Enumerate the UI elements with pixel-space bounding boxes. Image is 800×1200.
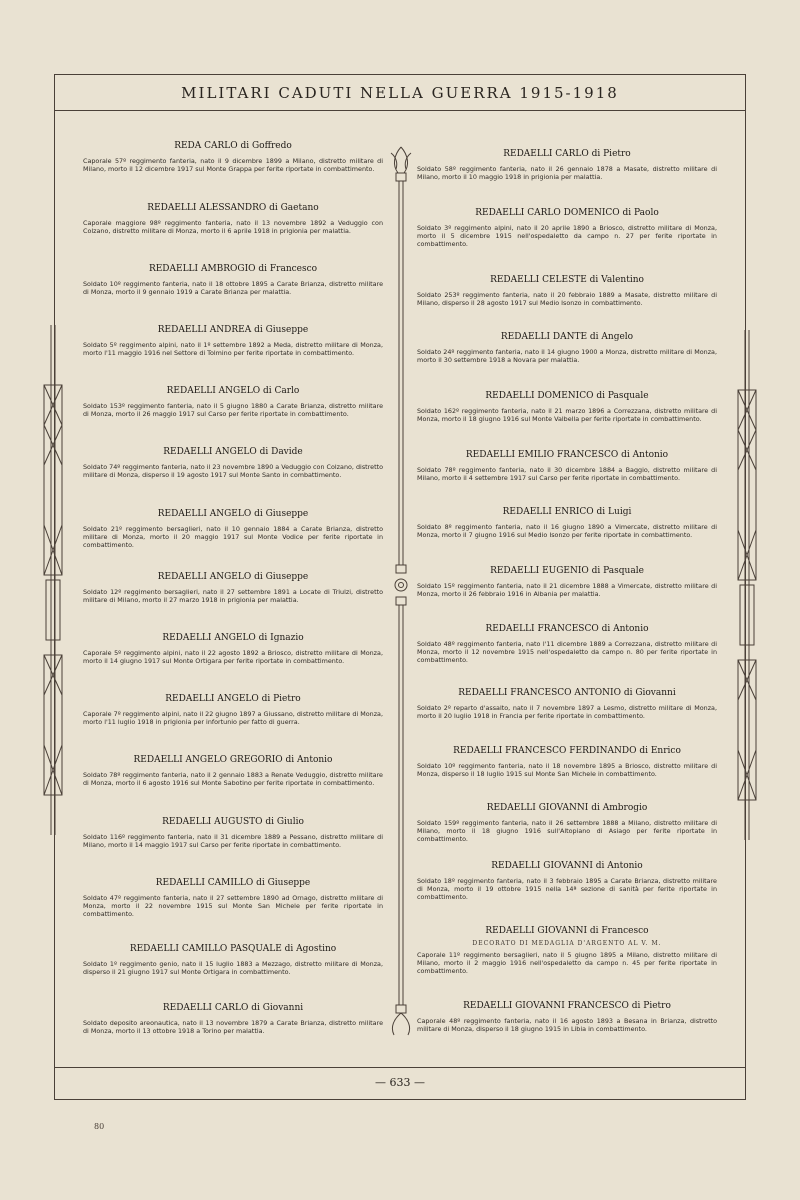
- footer-rule: [54, 1067, 746, 1068]
- entry-name: REDAELLI FRANCESCO FERDINANDO di Enrico: [453, 746, 681, 756]
- page-title: MILITARI CADUTI NELLA GUERRA 1915-1918: [181, 84, 619, 102]
- entry-text: Soldato 1º reggimento genio, nato il 15 luglio 1883 a Mezzago, distretto militare di Monza, disperso il 21 giugno 1917 sul Monte Ortigara in combattimento.: [83, 960, 383, 977]
- entry-text: Soldato 10º reggimento fanteria, nato il 18 ottobre 1895 a Carate Brianza, distretto militare di Monza, morto il 9 gennaio 1919 a Carate Brianza per malattia.: [83, 280, 383, 297]
- entry-name: REDAELLI DANTE di Angelo: [500, 332, 634, 342]
- entry-name: REDAELLI CAMILLO di Giuseppe: [155, 878, 311, 888]
- entry: [83, 141, 383, 173]
- entry-name: REDAELLI CELESTE di Valentino: [490, 275, 644, 285]
- entry: [83, 694, 383, 726]
- entry: [83, 264, 383, 296]
- entry-name: REDAELLI ANGELO di Giuseppe: [157, 509, 309, 519]
- entry: [417, 746, 717, 778]
- sheet-number: 80: [94, 1122, 105, 1131]
- central-column-ornament: [386, 145, 416, 1040]
- entry-text: Caporale 7º reggimento alpini, nato il 22 giugno 1897 a Giussano, distretto militare di Monza, morto l'11 luglio 1918 in prigionia per infortunio per fatto di guerra.: [83, 710, 383, 727]
- entry-text: Soldato 116º reggimento fanteria, nato il 31 dicembre 1889 a Pessano, distretto militare di Milano, morto il 14 maggio 1917 sul Carso per ferite riportate in combattimento.: [83, 833, 383, 850]
- entry: [83, 509, 383, 550]
- entry-name: REDAELLI AMBROGIO di Francesco: [148, 264, 318, 274]
- entry-name: REDAELLI ENRICO di Luigi: [502, 507, 632, 517]
- entry: [83, 755, 383, 787]
- entry: [417, 450, 717, 482]
- entry: [417, 507, 717, 539]
- entry-text: Soldato 2º reparto d'assalto, nato il 7 novembre 1897 a Lesmo, distretto militare di Monza, morto il 20 luglio 1918 in Francia per ferite riportate in combattimento.: [417, 704, 717, 721]
- entry: [417, 275, 717, 307]
- decoration-note: DECORATO DI MEDAGLIA D'ARGENTO AL V. M.: [472, 940, 662, 947]
- entry-text: Soldato 47º reggimento fanteria, nato il 27 settembre 1890 ad Ornago, distretto militare di Monza, morto il 22 novembre 1915 sul Monte San Michele per ferite riportate in combattimento.: [83, 894, 383, 919]
- entry: [417, 149, 717, 181]
- entry-name: REDAELLI CARLO di Pietro: [503, 149, 631, 159]
- entry-text: Soldato 74º reggimento fanteria, nato il 23 novembre 1890 a Veduggio con Colzano, distretto militare di Monza, disperso il 19 agosto 1917 sul Monte Santo in combattimento.: [83, 463, 383, 480]
- entry-text: Soldato 8º reggimento fanteria, nato il 16 giugno 1890 a Vimercate, distretto militare di Monza, morto il 7 giugno 1916 sul Medio Isonzo per ferite riportate in combattimento.: [417, 523, 717, 540]
- entry-name: REDAELLI FRANCESCO di Antonio: [485, 624, 649, 634]
- entry-name: REDA CARLO di Goffredo: [174, 141, 292, 151]
- entry: [417, 803, 717, 844]
- entry: [417, 332, 717, 364]
- entry-name: REDAELLI ANGELO di Carlo: [166, 386, 300, 396]
- entry-text: Soldato 24º reggimento fanteria, nato il 14 giugno 1900 a Monza, distretto militare di Monza, morto il 30 settembre 1918 a Novara per malattia.: [417, 348, 717, 365]
- page-number: — 633 —: [375, 1076, 425, 1089]
- entry-text: Caporale maggiore 98º reggimento fanteria, nato il 13 novembre 1892 a Veduggio con Colzano, distretto militare di Monza, morto il 6 aprile 1918 in prigionia per malattia.: [83, 219, 383, 236]
- entry: [417, 566, 717, 598]
- entry: [417, 1001, 717, 1033]
- entry-name: REDAELLI ANGELO GREGORIO di Antonio: [133, 755, 333, 765]
- entry-text: Caporale 57º reggimento fanteria, nato il 9 dicembre 1899 a Milano, distretto militare di Milano, morto il 12 dicembre 1917 sul Monte Grappa per ferite riportate in combattimento.: [83, 157, 383, 174]
- entry-name: REDAELLI AUGUSTO di Giulio: [162, 817, 304, 827]
- entry-name: REDAELLI DOMENICO di Pasquale: [485, 391, 649, 401]
- entry-name: REDAELLI ANGELO di Davide: [163, 447, 303, 457]
- entry: [83, 447, 383, 479]
- entry-text: Soldato 21º reggimento bersaglieri, nato il 10 gennaio 1884 a Carate Brianza, distretto militare di Monza, morto il 20 maggio 1917 sul Monte Vodice per ferite riportate in combattimento.: [83, 525, 383, 550]
- entry: [417, 688, 717, 720]
- entry-text: Soldato 153º reggimento fanteria, nato il 5 giugno 1880 a Carate Brianza, distretto militare di Monza, morto il 26 maggio 1917 sul Carso per ferite riportate in combattimento.: [83, 402, 383, 419]
- entry-text: Soldato 162º reggimento fanteria, nato il 21 marzo 1896 a Correzzana, distretto militare di Monza, morto il 18 giugno 1916 sul Monte Valbella per ferite riportate in combattimento.: [417, 407, 717, 424]
- header-rule: [54, 110, 746, 111]
- entry-name: REDAELLI CARLO di Giovanni: [162, 1003, 304, 1013]
- entry-name: REDAELLI GIOVANNI di Ambrogio: [486, 803, 648, 813]
- entry: [417, 861, 717, 902]
- entry-text: Soldato 12º reggimento bersaglieri, nato il 27 settembre 1891 a Locate di Triulzi, distretto militare di Milano, morto il 27 marzo 1918 in prigionia per malattia.: [83, 588, 383, 605]
- entry-text: Soldato 10º reggimento fanteria, nato il 18 novembre 1895 a Briosco, distretto militare di Monza, disperso il 18 luglio 1915 sul Monte San Michele in combattimento.: [417, 762, 717, 779]
- entry: [83, 633, 383, 665]
- entry-text: Soldato 18º reggimento fanteria, nato il 3 febbraio 1895 a Carate Brianza, distretto militare di Monza, morto il 19 ottobre 1915 nella 14ª sezione di sanità per ferite riportate in combattimento.: [417, 877, 717, 902]
- entry-name: REDAELLI CAMILLO PASQUALE di Agostino: [129, 944, 337, 954]
- entry-name: REDAELLI ANGELO di Pietro: [165, 694, 301, 704]
- entry-name: REDAELLI ANGELO di Ignazio: [162, 633, 304, 643]
- entry-name: REDAELLI EMILIO FRANCESCO di Antonio: [465, 450, 669, 460]
- entry-name: REDAELLI FRANCESCO ANTONIO di Giovanni: [458, 688, 676, 698]
- entry-text: Soldato 48º reggimento fanteria, nato l'11 dicembre 1889 a Correzzana, distretto militare di Monza, morto il 12 novembre 1915 nell'ospedaletto da campo n. 80 per ferite riportate in combattimento.: [417, 640, 717, 665]
- entry-text: Soldato 58º reggimento fanteria, nato il 26 gennaio 1878 a Masate, distretto militare di Milano, morto il 10 maggio 1918 in prigionia per malattia.: [417, 165, 717, 182]
- entry-name: REDAELLI ANGELO di Giuseppe: [157, 572, 309, 582]
- entry-text: Soldato 253º reggimento fanteria, nato il 20 febbraio 1889 a Masate, distretto militare di Milano, disperso il 28 agosto 1917 sul Medio Isonzo in combattimento.: [417, 291, 717, 308]
- entry: [417, 208, 717, 249]
- entry: [83, 325, 383, 357]
- entry-name: REDAELLI GIOVANNI di Antonio: [491, 861, 643, 871]
- entry: [83, 203, 383, 235]
- entry: [83, 572, 383, 604]
- entry-name: REDAELLI GIOVANNI FRANCESCO di Pietro: [463, 1001, 671, 1011]
- entry-text: Caporale 48º reggimento fanteria, nato il 16 agosto 1893 a Besana in Brianza, distretto militare di Monza, disperso il 18 giugno 1915 in Libia in combattimento.: [417, 1017, 717, 1034]
- entry: [83, 817, 383, 849]
- entry-text: Soldato deposito areonautica, nato il 13 novembre 1879 a Carate Brianza, distretto militare di Monza, morto il 13 ottobre 1918 a Torino per malattia.: [83, 1019, 383, 1036]
- entry-text: Soldato 159º reggimento fanteria, nato il 26 settembre 1888 a Milano, distretto militare di Milano, morto il 18 giugno 1916 sull'Altopiano di Asiago per ferite riportate in combattimento.: [417, 819, 717, 844]
- entry: [417, 926, 717, 976]
- entry: [83, 386, 383, 418]
- entry-name: REDAELLI ALESSANDRO di Gaetano: [147, 203, 319, 213]
- entry: [417, 391, 717, 423]
- right-side-ornament: [734, 330, 760, 840]
- entry-text: Soldato 78º reggimento fanteria, nato il 30 dicembre 1884 a Baggio, distretto militare di Milano, morto il 4 settembre 1917 sul Carso per ferite riportate in combattimento.: [417, 466, 717, 483]
- entry-text: Soldato 15º reggimento fanteria, nato il 21 dicembre 1888 a Vimercate, distretto militare di Monza, morto il 26 febbraio 1916 in Albania per malattia.: [417, 582, 717, 599]
- entry: [83, 944, 383, 976]
- entry-name: REDAELLI ANDREA di Giuseppe: [157, 325, 309, 335]
- entry: [83, 1003, 383, 1035]
- entry-text: Soldato 5º reggimento alpini, nato il 1º settembre 1892 a Meda, distretto militare di Monza, morto l'11 maggio 1916 nel Settore di Tolmino per ferite riportate in combattimento.: [83, 341, 383, 358]
- entry: [417, 624, 717, 665]
- entry-name: REDAELLI GIOVANNI di Francesco: [485, 926, 649, 936]
- left-side-ornament: [40, 325, 66, 835]
- entry-text: Caporale 5º reggimento alpini, nato il 22 agosto 1892 a Briosco, distretto militare di Monza, morto il 14 giugno 1917 sul Monte Ortigara per ferite riportate in combattimento.: [83, 649, 383, 666]
- entry-text: Soldato 3º reggimento alpini, nato il 20 aprile 1890 a Briosco, distretto militare di Monza, morto il 5 dicembre 1915 nell'ospedaletto da campo n. 27 per ferite riportate in combattimento.: [417, 224, 717, 249]
- entry-name: REDAELLI CARLO DOMENICO di Paolo: [475, 208, 659, 218]
- entry-text: Caporale 11º reggimento bersaglieri, nato il 5 giugno 1895 a Milano, distretto militare di Milano, morto il 2 maggio 1916 nell'ospedaletto da campo n. 45 per ferite riportate in combattimento.: [417, 951, 717, 976]
- entry: [83, 878, 383, 919]
- entry-name: REDAELLI EUGENIO di Pasquale: [490, 566, 644, 576]
- entry-text: Soldato 78º reggimento fanteria, nato il 2 gennaio 1883 a Renate Veduggio, distretto militare di Monza, morto il 6 agosto 1916 sul Monte Sabotino per ferite riportate in combattimento.: [83, 771, 383, 788]
